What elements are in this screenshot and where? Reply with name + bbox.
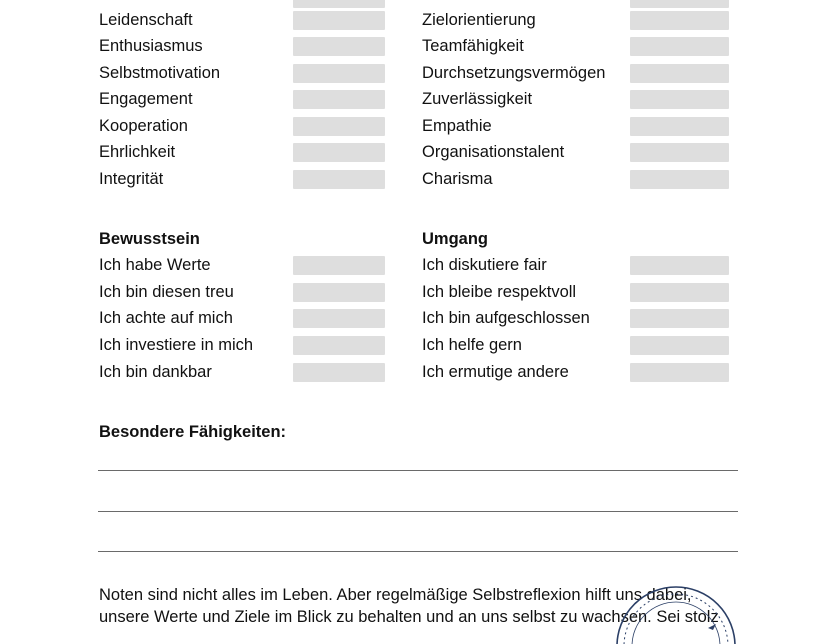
list-item [0,334,826,356]
item-label: Ich investiere in mich [99,336,254,354]
rating-field[interactable] [630,336,729,355]
list-item [0,35,826,57]
writing-line[interactable] [98,470,738,471]
item-label: Ich bin dankbar [99,363,212,381]
rating-field[interactable] [630,256,729,275]
item-label: Ich diskutiere fair [422,256,547,274]
list-item [0,9,826,31]
footer-line: Noten sind nicht alles im Leben. Aber regelmäßige Selbstreflexion hilft uns dabei, [99,586,692,604]
item-label: Empathie [422,117,492,135]
section-heading-umgang: Umgang [422,230,488,248]
list-item [0,281,826,303]
section-heading-besondere: Besondere Fähigkeiten: [99,423,287,441]
rating-field[interactable] [630,64,729,83]
item-label: Leidenschaft [99,11,193,29]
seal-stamp-icon [608,584,738,644]
item-label: Durchsetzungsvermögen [422,64,606,82]
rating-field[interactable] [630,0,729,8]
rating-field[interactable] [630,37,729,56]
list-item [0,168,826,190]
list-item [0,361,826,383]
item-label: Organisationstalent [422,143,565,161]
writing-line[interactable] [98,511,738,512]
item-label: Ich bin aufgeschlossen [422,309,590,327]
rating-field[interactable] [630,309,729,328]
item-label: Ich bin diesen treu [99,283,234,301]
item-label: Zuverlässigkeit [422,90,533,108]
item-label: Ich habe Werte [99,256,211,274]
partial-row-right [0,0,826,9]
item-label: Ich achte auf mich [99,309,233,327]
list-item [0,307,826,329]
item-label: Ehrlichkeit [99,143,176,161]
item-label: Integrität [99,170,164,188]
item-label: Enthusiasmus [99,37,203,55]
list-item [0,88,826,110]
rating-field[interactable] [630,117,729,136]
list-item [0,254,826,276]
rating-field[interactable] [630,11,729,30]
item-label: Ich ermutige andere [422,363,569,381]
item-label: Engagement [99,90,193,108]
item-label: Ich helfe gern [422,336,522,354]
rating-field[interactable] [630,143,729,162]
item-label: Kooperation [99,117,188,135]
list-item [0,115,826,137]
item-label: Zielorientierung [422,11,536,29]
rating-field[interactable] [630,170,729,189]
item-label: Teamfähigkeit [422,37,524,55]
list-item [0,62,826,84]
rating-field[interactable] [630,363,729,382]
writing-line[interactable] [98,551,738,552]
rating-field[interactable] [630,90,729,109]
item-label: Ich bleibe respektvoll [422,283,577,301]
item-label: Selbstmotivation [99,64,221,82]
rating-field[interactable] [630,283,729,302]
item-label: Charisma [422,170,493,188]
section-heading-bewusstsein: Bewusstsein [99,230,200,248]
list-item [0,141,826,163]
footer-line: unsere Werte und Ziele im Blick zu behalten und an uns selbst zu wachsen. Sei stolz [99,608,719,626]
